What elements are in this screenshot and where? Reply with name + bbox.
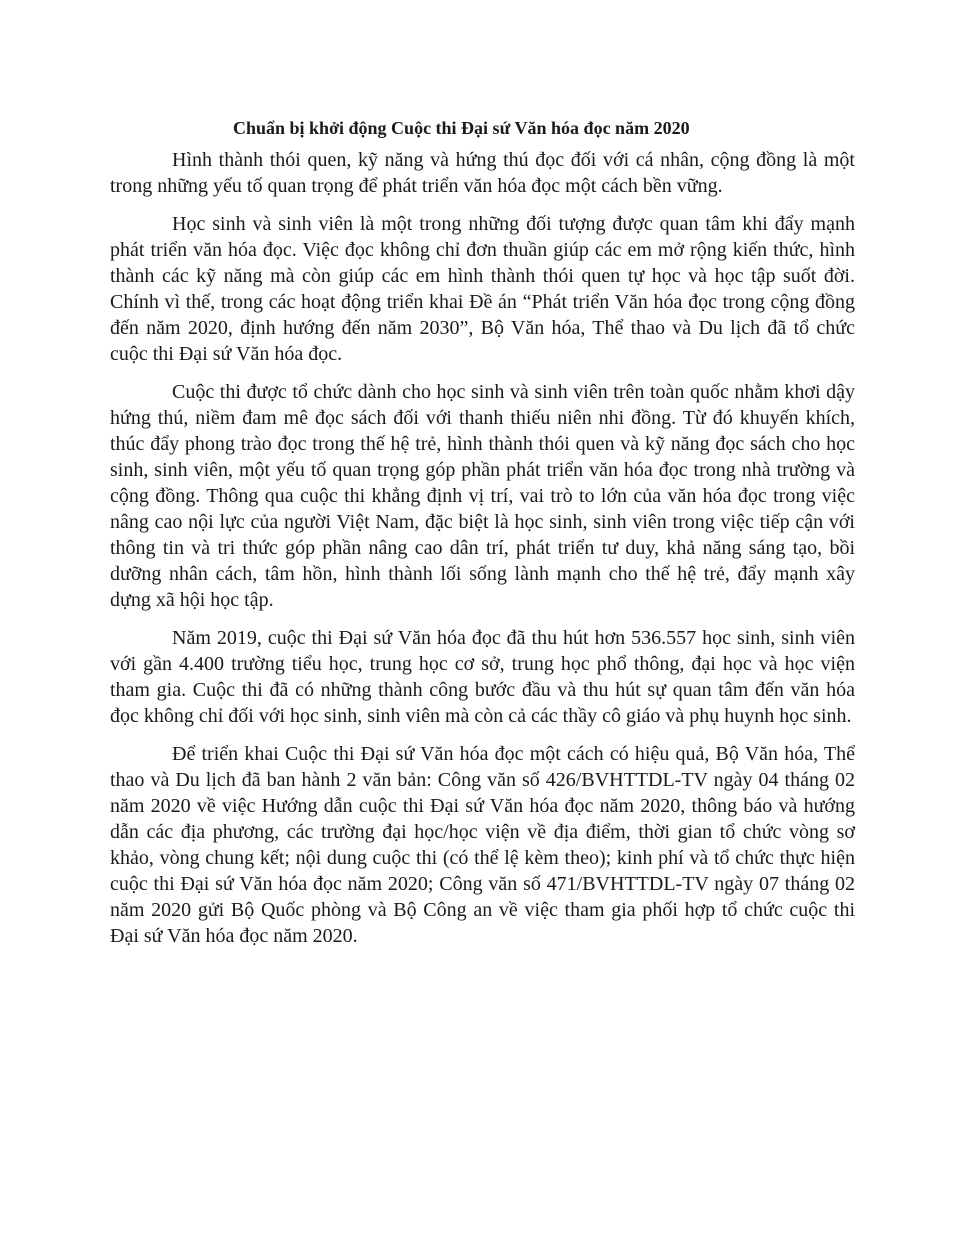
paragraph-5: Để triển khai Cuộc thi Đại sứ Văn hóa đọc một cách có hiệu quả, Bộ Văn hóa, Thể thao và Du lịch đã ban hành 2 văn bản: Công văn số 426/BVHTTDL-TV ngày 04 tháng 02 năm 2020 về việc Hướng dẫn cuộc thi Đại sứ Văn hóa đọc năm 2020, thông báo và hướng dẫn các địa phương, các trường đại học/học viện về địa điểm, thời gian tổ chức vòng sơ khảo, vòng chung kết; nội dung cuộc thi (có thể lệ kèm theo); kinh phí và tổ chức thực hiện cuộc thi Đại sứ Văn hóa đọc năm 2020; Công văn số 471/BVHTTDL-TV ngày 07 tháng 02 năm 2020 gửi Bộ Quốc phòng và Bộ Công an về việc tham gia phối hợp tổ chức cuộc thi Đại sứ Văn hóa đọc năm 2020. xyxy=(110,743,855,947)
paragraph-4: Năm 2019, cuộc thi Đại sứ Văn hóa đọc đã thu hút hơn 536.557 học sinh, sinh viên với gần 4.400 trường tiểu học, trung học cơ sở, trung học phổ thông, đại học và học viện tham gia. Cuộc thi đã có những thành công bước đầu và thu hút sự quan tâm đến văn hóa đọc không chỉ đối với học sinh, sinh viên mà còn cả các thầy cô giáo và phụ huynh học sinh. xyxy=(110,627,855,727)
document-title: Chuẩn bị khởi động Cuộc thi Đại sứ Văn hóa đọc năm 2020 xyxy=(233,118,690,138)
document-page xyxy=(110,115,855,961)
paragraph-2: Học sinh và sinh viên là một trong những đối tượng được quan tâm khi đẩy mạnh phát triển văn hóa đọc. Việc đọc không chỉ đơn thuần giúp các em mở rộng kiến thức, hình thành các kỹ năng mà còn giúp các em hình thành thói quen tự học và học tập suốt đời. Chính vì thế, trong các hoạt động triển khai Đề án “Phát triển Văn hóa đọc trong cộng đồng đến năm 2020, định hướng đến năm 2030”, Bộ Văn hóa, Thể thao và Du lịch đã tổ chức cuộc thi Đại sứ Văn hóa đọc. xyxy=(110,213,855,365)
paragraph-1: Hình thành thói quen, kỹ năng và hứng thú đọc đối với cá nhân, cộng đồng là một trong những yếu tố quan trọng để phát triển văn hóa đọc một cách bền vững. xyxy=(110,149,855,197)
paragraph-3: Cuộc thi được tổ chức dành cho học sinh và sinh viên trên toàn quốc nhằm khơi dậy hứng thú, niềm đam mê đọc sách đối với thanh thiếu niên nhi đồng. Từ đó khuyến khích, thúc đẩy phong trào đọc trong thế hệ trẻ, hình thành thói quen và kỹ năng đọc sách cho học sinh, sinh viên, một yếu tố quan trọng góp phần phát triển văn hóa đọc trong nhà trường và cộng đồng. Thông qua cuộc thi khẳng định vị trí, vai trò to lớn của văn hóa đọc trong việc nâng cao nội lực của người Việt Nam, đặc biệt là học sinh, sinh viên trong việc tiếp cận với thông tin và tri thức góp phần nâng cao dân trí, phát triển tư duy, khả năng sáng tạo, bồi dưỡng nhân cách, tâm hồn, hình thành lối sống lành mạnh cho thế hệ trẻ, đẩy mạnh xây dựng xã hội học tập. xyxy=(110,381,855,611)
